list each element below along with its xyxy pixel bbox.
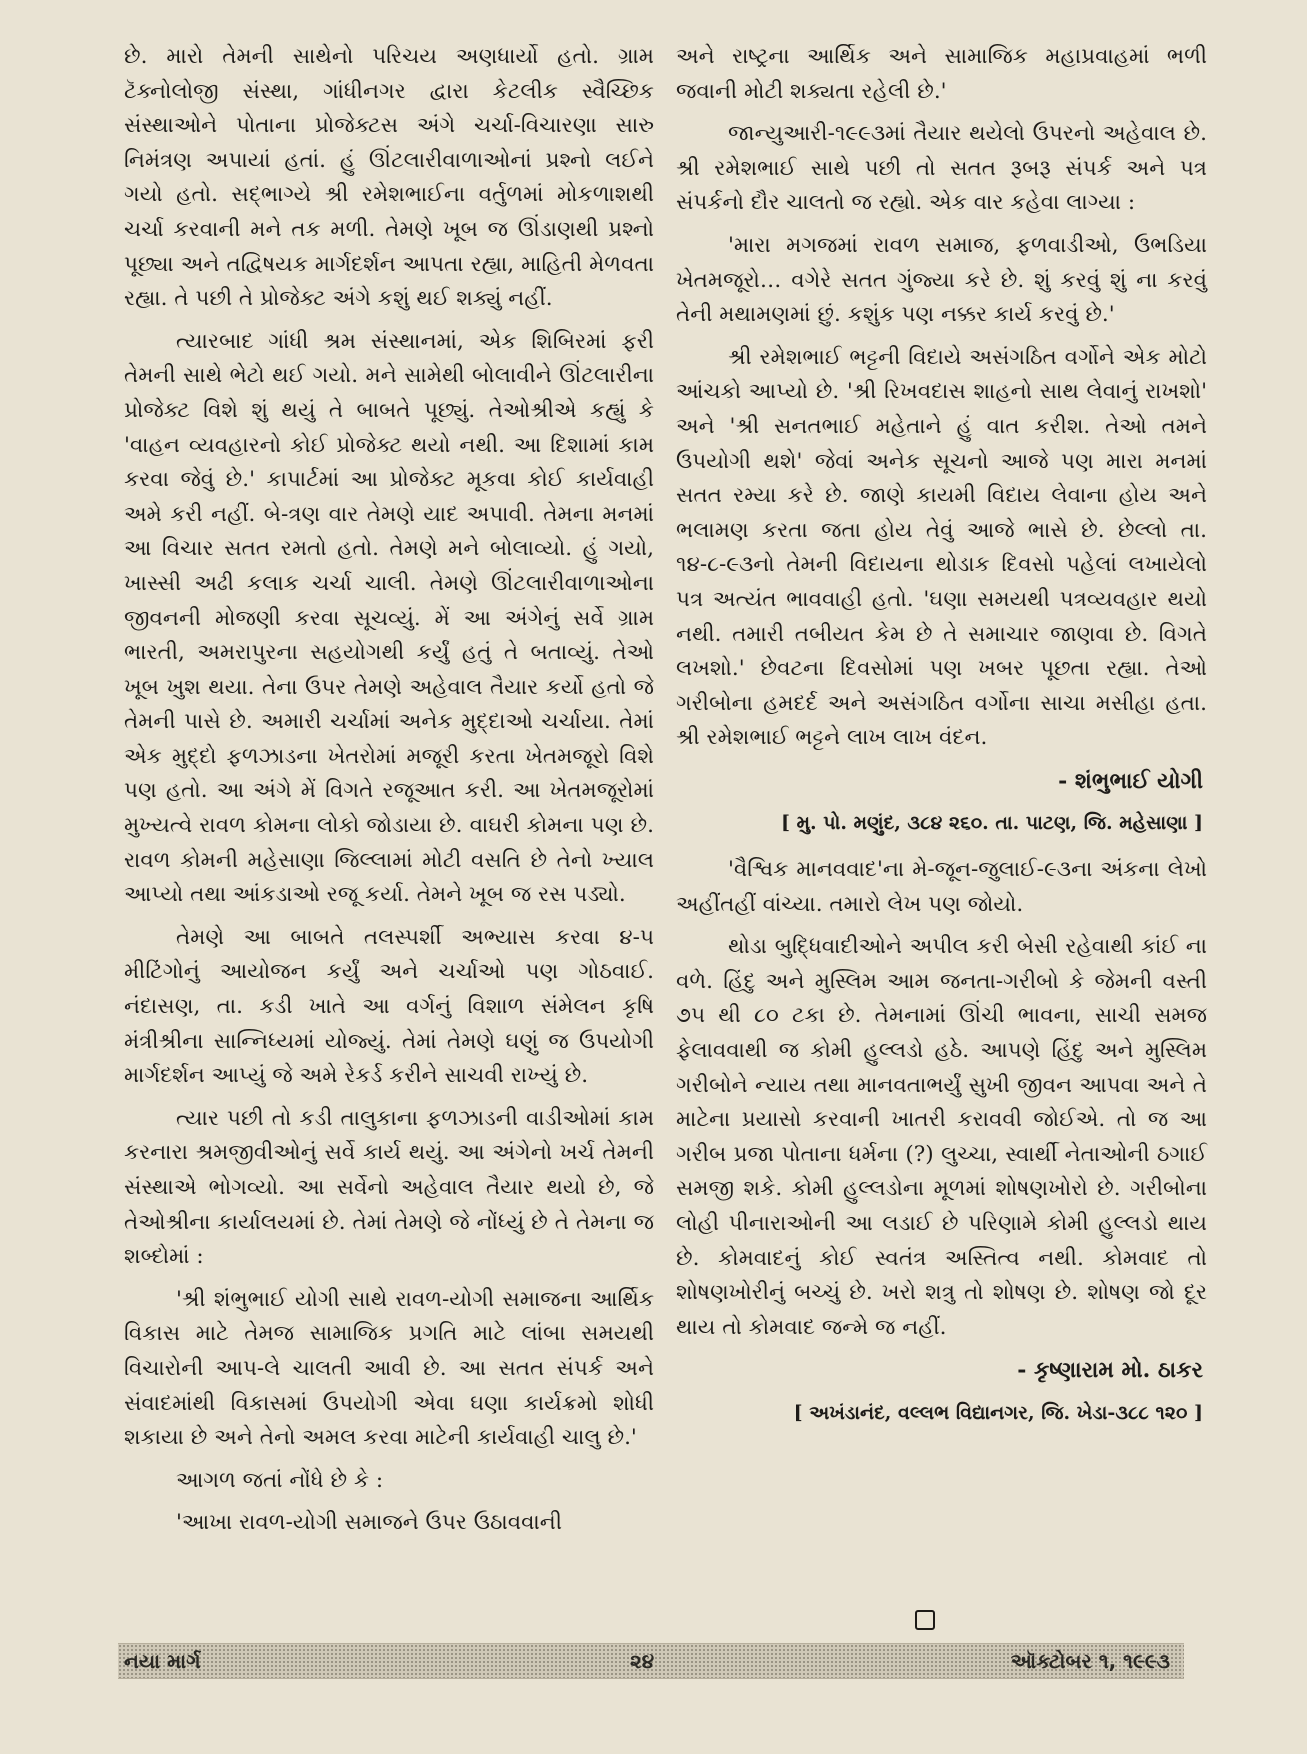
paragraph: થોડા બુદ્ધિવાદીઓને અપીલ કરી બેસી રહેવાથી કાંઈ ના વળે. હિંદુ અને મુસ્લિમ આમ જનતા-ગરીબો કે જેમની વસ્તી ૭૫ થી ૮૦ ટકા છે. તેમનામાં ઊંચી ભાવના, સાચી સમજ ફેલાવવાથી જ કોમી હુલ્લડો હઠે. આપણે હિંદુ અને મુસ્લિમ ગરીબોને ન્યાય તથા માનવતાભર્યું સુખી જીવન આપવા અને તે માટેના પ્રયાસો કરવાની ખાતરી કરાવવી જોઈએ. તો જ આ ગરીબ પ્રજા પોતાના ધર્મના (?) લુચ્ચા, સ્વાર્થી નેતાઓની ઠગાઈ સમજી શકે. કોમી હુલ્લડોના મૂળમાં શોષણખોરો છે. ગરીબોના લોહી પીનારાઓની આ લડાઈ છે પરિણામે કોમી હુલ્લડો થાય છે. કોમવાદનું કોઈ સ્વતંત્ર અસ્તિત્વ નથી. કોમવાદ તો શોષણખોરીનું બચ્ચું છે. ખરો શત્રુ તો શોષણ છે. શોષણ જો દૂર થાય તો કોમવાદ જન્મે જ નહીં. — [676, 934, 1207, 1340]
quoted-paragraph: 'મારા મગજમાં રાવળ સમાજ, ફળવાડીઓ, ઉભડિયા ખેતમજૂરો… વગેરે સતત ગુંજ્યા કરે છે. શું કરવું શું ના કરવું તેની મથામણમાં છું. કશુંક પણ નક્કર કાર્ય કરવું છે.' — [676, 232, 1207, 328]
paragraph: શ્રી રમેશભાઈ ભટ્ટની વિદાયે અસંગઠિત વર્ગોને એક મોટો આંચકો આપ્યો છે. 'શ્રી રિખવદાસ શાહનો સાથ લેવાનું રાખશો' અને 'શ્રી સનતભાઈ મહેતાને હું વાત કરીશ. તેઓ તમને ઉપયોગી થશે' જેવાં અનેક સૂચનો આજે પણ મારા મનમાં સતત રમ્યા કરે છે. જાણે કાયમી વિદાય લેવાના હોય અને ભલામણ કરતા જતા હોય તેવું આજે ભાસે છે. છેલ્લો તા. ૧૪-૮-૯૩નો તેમની વિદાયના થોડાક દિવસો પહેલાં લખાયેલો પત્ર અત્યંત ભાવવાહી હતો. 'ઘણા સમયથી પત્રવ્યવહાર થયો નથી. તમારી તબીયત કેમ છે તે સમાચાર જાણવા છે. વિગતે લખશો.' છેવટના દિવસોમાં પણ ખબર પૂછતા રહ્યા. તેઓ ગરીબોના હમદર્દ અને અસંગઠિત વર્ગોના સાચા મસીહા હતા. શ્રી રમેશભાઈ ભટ્ટને લાખ લાખ વંદન. — [676, 344, 1207, 751]
paragraph: 'વૈશ્વિક માનવવાદ'ના મે-જૂન-જુલાઈ-૯૩ના અંકના લેખો અહીંતહીં વાંચ્યા. તમારો લેખ પણ જોયો. — [676, 857, 1207, 917]
author-address: [ અખંડાનંદ, વલ્લભ વિદ્યાનગર, જિ. ખેડા-૩૮૮ ૧૨૦ ] — [793, 1401, 1203, 1424]
paragraph: ત્યાર પછી તો કડી તાલુકાના ફળઝાડની વાડીઓમાં કામ કરનારા શ્રમજીવીઓનું સર્વે કાર્ય થયું. આ અંગેનો ખર્ચ તેમની સંસ્થાએ ભોગવ્યો. આ સર્વેનો અહેવાલ તૈયાર થયો છે, જે તેઓશ્રીના કાર્યાલયમાં છે. તેમાં તેમણે જે નોંધ્યું છે તે તેમના જ શબ્દોમાં : — [124, 1105, 654, 1270]
issue-date: ઑક્ટોબર ૧, ૧૯૯૩ — [1010, 1649, 1170, 1673]
quoted-paragraph: 'શ્રી શંભુભાઈ યોગી સાથે રાવળ-યોગી સમાજના આર્થિક વિકાસ માટે તેમજ સામાજિક પ્રગતિ માટે લાંબા સમયથી વિચારોની આપ-લે ચાલતી આવી છે. આ સતત સંપર્ક અને સંવાદમાંથી વિકાસમાં ઉપયોગી એવા ઘણા કાર્યક્રમો શોધી શકાયા છે અને તેનો અમલ કરવા માટેની કાર્યવાહી ચાલુ છે.' — [124, 1286, 654, 1451]
paragraph: છે. મારો તેમની સાથેનો પરિચય અણધાર્યો હતો. ગ્રામ ટૅક્નોલોજી સંસ્થા, ગાંધીનગર દ્વારા કેટલીક સ્વૈચ્છિક સંસ્થાઓને પોતાના પ્રોજેક્ટસ અંગે ચર્ચા-વિચારણા સારુ નિમંત્રણ અપાયાં હતાં. હું ઊંટલારીવાળાઓનાં પ્રશ્નો લઈને ગયો હતો. સદ્ભાગ્યે શ્રી રમેશભાઈના વર્તુળમાં મોકળાશથી ચર્ચા કરવાની મને તક મળી. તેમણે ખૂબ જ ઊંડાણથી પ્રશ્નો પૂછ્યા અને તદ્વિષયક માર્ગદર્શન આપતા રહ્યા, માહિતી મેળવતા રહ્યા. તે પછી તે પ્રોજેક્ટ અંગે કશું થઈ શક્યું નહીં. — [124, 44, 654, 312]
author-signature: - શંભુભાઈ યોગી — [1058, 767, 1203, 794]
square-end-mark-icon — [915, 1610, 935, 1630]
magazine-name: નયા માર્ગ — [124, 1649, 201, 1673]
quoted-paragraph: 'આખા રાવળ-યોગી સમાજને ઉપર ઉઠાવવાની — [176, 1510, 562, 1536]
left-column — [124, 40, 654, 1549]
paragraph: જાન્યુઆરી-૧૯૯૩માં તૈયાર થયેલો ઉપરનો અહેવાલ છે. શ્રી રમેશભાઈ સાથે પછી તો સતત રૂબરૂ સંપર્ક અને પત્ર સંપર્કનો દૌર ચાલતો જ રહ્યો. એક વાર કહેવા લાગ્યા : — [676, 121, 1207, 216]
page-footer — [118, 1643, 1184, 1679]
paragraph: ત્યારબાદ ગાંધી શ્રમ સંસ્થાનમાં, એક શિબિરમાં ફરી તેમની સાથે ભેટો થઈ ગયો. મને સામેથી બોલાવીને ઊંટલારીના પ્રોજેક્ટ વિશે શું થયું તે બાબતે પૂછ્યું. તેઓશ્રીએ કહ્યું કે 'વાહન વ્યવહારનો કોઈ પ્રોજેક્ટ થયો નથી. આ દિશામાં કામ કરવા જેવું છે.' કાપાર્ટમાં આ પ્રોજેક્ટ મૂકવા કોઈ કાર્યવાહી અમે કરી નહીં. બે-ત્રણ વાર તેમણે યાદ અપાવી. તેમના મનમાં આ વિચાર સતત રમતો હતો. તેમણે મને બોલાવ્યો. હું ગયો, ખાસ્સી અઢી કલાક ચર્ચા ચાલી. તેમણે ઊંટલારીવાળાઓના જીવનની મોજણી કરવા સૂચવ્યું. મેં આ અંગેનું સર્વે ગ્રામ ભારતી, અમરાપુરના સહયોગથી કર્યું હતું તે બતાવ્યું. તેઓ ખૂબ ખુશ થયા. તેના ઉપર તેમણે અહેવાલ તૈયાર કર્યો હતો જે તેમની પાસે છે. અમારી ચર્ચામાં અનેક મુદ્દાઓ ચર્ચાયા. તેમાં એક મુદ્દો ફળઝાડના ખેતરોમાં મજૂરી કરતા ખેતમજૂરો વિશે પણ હતો. આ અંગે મેં વિગતે રજૂઆત કરી. આ ખેતમજૂરોમાં મુખ્યત્વે રાવળ કોમના લોકો જોડાયા છે. વાઘરી કોમના પણ છે. રાવળ કોમની મહેસાણા જિલ્લામાં મોટી વસતિ છે તેનો ખ્યાલ આપ્યો તથા આંકડાઓ રજૂ કર્યા. તેમને ખૂબ જ રસ પડ્યો. — [124, 328, 654, 908]
right-column — [676, 40, 1207, 1443]
paragraph: આગળ જતાં નોંધે છે કે : — [176, 1467, 384, 1493]
page-number: ૨૪ — [630, 1649, 655, 1673]
author-address: [ મુ. પો. મણુંદ, ૩૮૪ ૨૬૦. તા. પાટણ, જિ. મહેસાણા ] — [781, 812, 1203, 835]
paragraph: તેમણે આ બાબતે તલસ્પર્શી અભ્યાસ કરવા ૪-૫ મીટિંગોનું આયોજન કર્યું અને ચર્ચાઓ પણ ગોઠવાઈ. નંદાસણ, તા. કડી ખાતે આ વર્ગનું વિશાળ સંમેલન કૃષિ મંત્રીશ્રીના સાન્નિધ્યમાં યોજ્યું. તેમાં તેમણે ઘણું જ ઉપયોગી માર્ગદર્શન આપ્યું જે અમે રેકર્ડ કરીને સાચવી રાખ્યું છે. — [124, 924, 654, 1089]
author-signature: - કૃષ્ણારામ મો. ઠાકર — [1017, 1357, 1203, 1384]
paragraph: અને રાષ્ટ્રના આર્થિક અને સામાજિક મહાપ્રવાહમાં ભળી જવાની મોટી શક્યતા રહેલી છે.' — [676, 44, 1207, 104]
